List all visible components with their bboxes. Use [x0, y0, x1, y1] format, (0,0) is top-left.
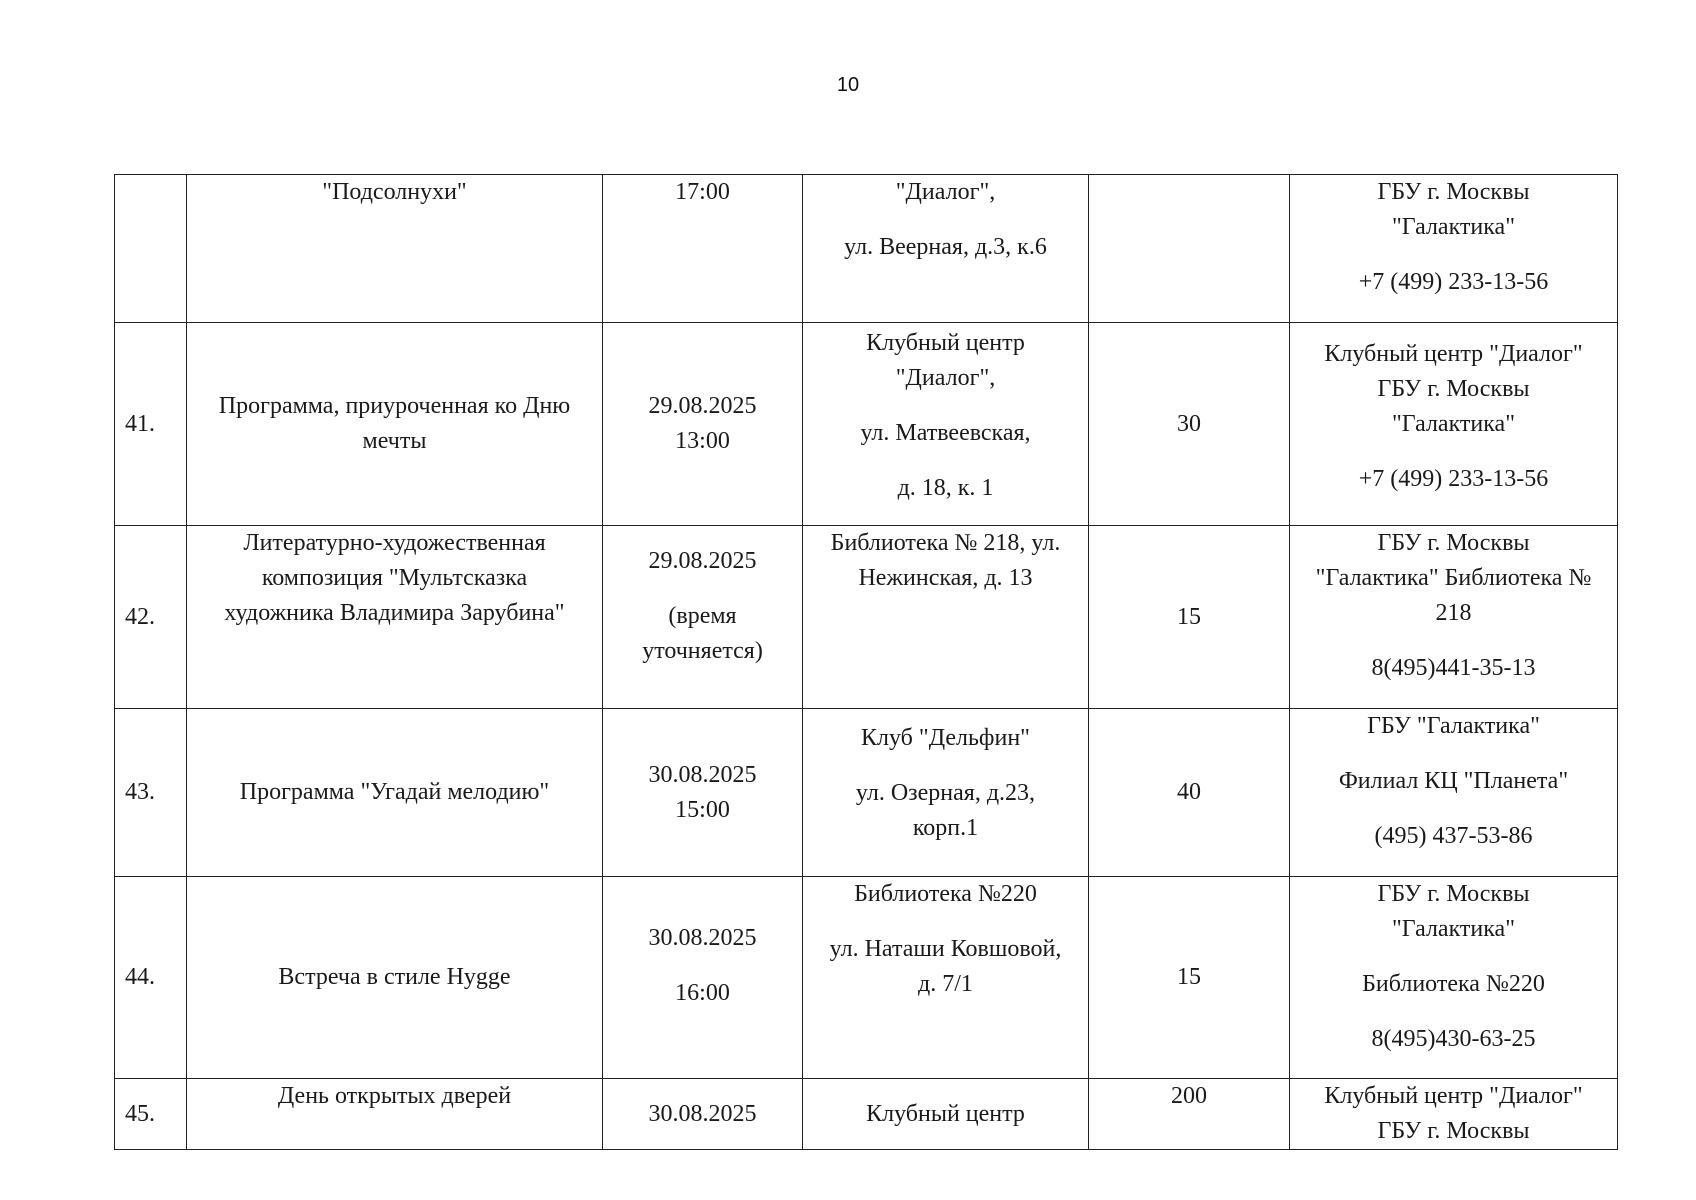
event-place-cell — [803, 526, 1089, 709]
events-table-body — [115, 175, 1618, 1150]
organizer-cell — [1290, 877, 1618, 1079]
cell-text-line: 29.08.2025 — [648, 393, 757, 419]
paragraph-gap — [807, 451, 1084, 471]
event-name-cell — [187, 709, 603, 877]
cell-text-line: ул. Матвеевская, — [860, 420, 1031, 446]
cell-text-line: ул. Веерная, д.3, к.6 — [844, 234, 1047, 260]
organizer-cell — [1290, 526, 1618, 709]
row-number: 41. — [115, 323, 187, 526]
cell-text-line: "Галактика" — [1392, 916, 1515, 942]
cell-text-line: "Галактика" — [1392, 411, 1515, 437]
cell-text-line: 30.08.2025 — [648, 925, 757, 951]
participants-count-cell — [1089, 175, 1290, 323]
cell-text-line: Клуб "Дельфин" — [861, 725, 1030, 751]
event-date-cell — [603, 323, 803, 526]
paragraph-gap — [807, 912, 1084, 932]
cell-text-line: д. 7/1 — [918, 971, 973, 997]
paragraph-gap — [807, 756, 1084, 776]
cell-text-line: художника Владимира Зарубина" — [224, 600, 565, 626]
event-place-cell — [803, 709, 1089, 877]
paragraph-gap — [607, 956, 798, 976]
events-table — [114, 174, 1618, 1150]
cell-text-line: композиция "Мультсказка — [261, 565, 528, 591]
cell-text-line: +7 (499) 233-13-56 — [1358, 466, 1549, 492]
cell-text-line: д. 18, к. 1 — [897, 475, 994, 501]
page-number: 10 — [836, 74, 860, 96]
event-place-cell — [803, 1079, 1089, 1150]
cell-text-line: "Диалог", — [895, 365, 996, 391]
cell-text-line: Клубный центр "Диалог" — [1324, 341, 1583, 367]
cell-text-line: уточняется) — [642, 638, 763, 664]
cell-text-line: "Галактика" — [1392, 214, 1515, 240]
cell-text-line: Литературно-художественная — [243, 530, 546, 556]
paragraph-gap — [1294, 631, 1613, 651]
event-place-cell — [803, 877, 1089, 1079]
paragraph-gap — [1294, 744, 1613, 764]
organizer-cell — [1290, 709, 1618, 877]
table-row — [115, 1079, 1618, 1150]
row-number: 43. — [115, 709, 187, 877]
cell-text-line: 16:00 — [675, 980, 730, 1006]
cell-text-line: Библиотека № 218, ул. — [830, 530, 1061, 556]
cell-text-line: 218 — [1435, 600, 1472, 626]
cell-text-line: ГБУ г. Москвы — [1377, 179, 1530, 205]
cell-text-line: Нежинская, д. 13 — [858, 565, 1033, 591]
event-place-cell — [803, 175, 1089, 323]
participants-count-cell: 15 — [1089, 877, 1290, 1079]
cell-text-line: Программа "Угадай мелодию" — [239, 779, 550, 805]
cell-text-line: ГБУ г. Москвы — [1377, 1118, 1530, 1144]
event-name-cell — [187, 526, 603, 709]
organizer-cell — [1290, 323, 1618, 526]
paragraph-gap — [807, 210, 1084, 230]
cell-text-line: ГБУ "Галактика" — [1367, 713, 1540, 739]
event-name-cell — [187, 877, 603, 1079]
row-number: 42. — [115, 526, 187, 709]
cell-text-line: ГБУ г. Москвы — [1377, 530, 1530, 556]
cell-text-line: "Диалог", — [895, 179, 996, 205]
participants-count-cell: 15 — [1089, 526, 1290, 709]
event-name-cell — [187, 175, 603, 323]
paragraph-gap — [807, 396, 1084, 416]
cell-text-line: 13:00 — [675, 428, 730, 454]
cell-text-line: Филиал КЦ "Планета" — [1338, 768, 1569, 794]
paragraph-gap — [1294, 947, 1613, 967]
event-name-cell — [187, 323, 603, 526]
organizer-cell — [1290, 1079, 1618, 1150]
cell-text-line: Клубный центр — [866, 1100, 1025, 1127]
cell-text-line: Библиотека №220 — [1362, 971, 1545, 997]
table-row — [115, 175, 1618, 323]
cell-text-line: ГБУ г. Москвы — [1377, 881, 1530, 907]
participants-count-cell: 200 — [1089, 1079, 1290, 1150]
paragraph-gap — [1294, 1002, 1613, 1022]
cell-text-line: ул. Озерная, д.23, — [855, 780, 1036, 806]
table-row — [115, 877, 1618, 1079]
cell-text-line: корп.1 — [912, 815, 979, 841]
cell-text-line: Клубный центр "Диалог" — [1324, 1083, 1583, 1109]
cell-text-line: 15:00 — [675, 796, 730, 823]
cell-text-line: ул. Наташи Ковшовой, — [829, 936, 1062, 962]
cell-text-line: +7 (499) 233-13-56 — [1358, 269, 1549, 295]
cell-text-line: 29.08.2025 — [648, 548, 757, 574]
event-date-cell — [603, 175, 803, 323]
cell-text-line: "Подсолнухи" — [322, 179, 467, 205]
paragraph-gap — [1294, 442, 1613, 462]
table-row — [115, 526, 1618, 709]
event-date-cell — [603, 526, 803, 709]
paragraph-gap — [1294, 799, 1613, 819]
cell-text-line: Библиотека №220 — [854, 881, 1037, 907]
event-date-cell — [603, 877, 803, 1079]
row-number: 44. — [115, 877, 187, 1079]
cell-text-line: День открытых дверей — [277, 1083, 512, 1109]
cell-text-line: "Галактика" Библиотека № — [1315, 565, 1592, 591]
table-row — [115, 709, 1618, 877]
table-row — [115, 323, 1618, 526]
organizer-cell — [1290, 175, 1618, 323]
event-name-cell — [187, 1079, 603, 1150]
participants-count-cell: 30 — [1089, 323, 1290, 526]
cell-text-line: Клубный центр — [866, 330, 1025, 356]
participants-count-cell: 40 — [1089, 709, 1290, 877]
paragraph-gap — [1294, 245, 1613, 265]
event-date-cell — [603, 709, 803, 877]
event-date-cell — [603, 1079, 803, 1150]
cell-text-line: Встреча в стиле Hygge — [278, 964, 511, 990]
event-place-cell — [803, 323, 1089, 526]
row-number: 45. — [115, 1079, 187, 1150]
paragraph-gap — [607, 579, 798, 599]
cell-text-line: 8(495)430-63-25 — [1371, 1026, 1536, 1052]
cell-text-line: (время — [668, 603, 737, 629]
cell-text-line: Программа, приуроченная ко Дню — [218, 393, 571, 419]
cell-text-line: 30.08.2025 — [648, 761, 757, 788]
cell-text-line: 30.08.2025 — [648, 1100, 757, 1127]
row-number — [115, 175, 187, 323]
cell-text-line: 8(495)441-35-13 — [1371, 655, 1536, 681]
cell-text-line: ГБУ г. Москвы — [1377, 376, 1530, 402]
cell-text-line: (495) 437-53-86 — [1374, 823, 1533, 849]
cell-text-line: 17:00 — [675, 179, 730, 205]
cell-text-line: мечты — [362, 428, 427, 454]
